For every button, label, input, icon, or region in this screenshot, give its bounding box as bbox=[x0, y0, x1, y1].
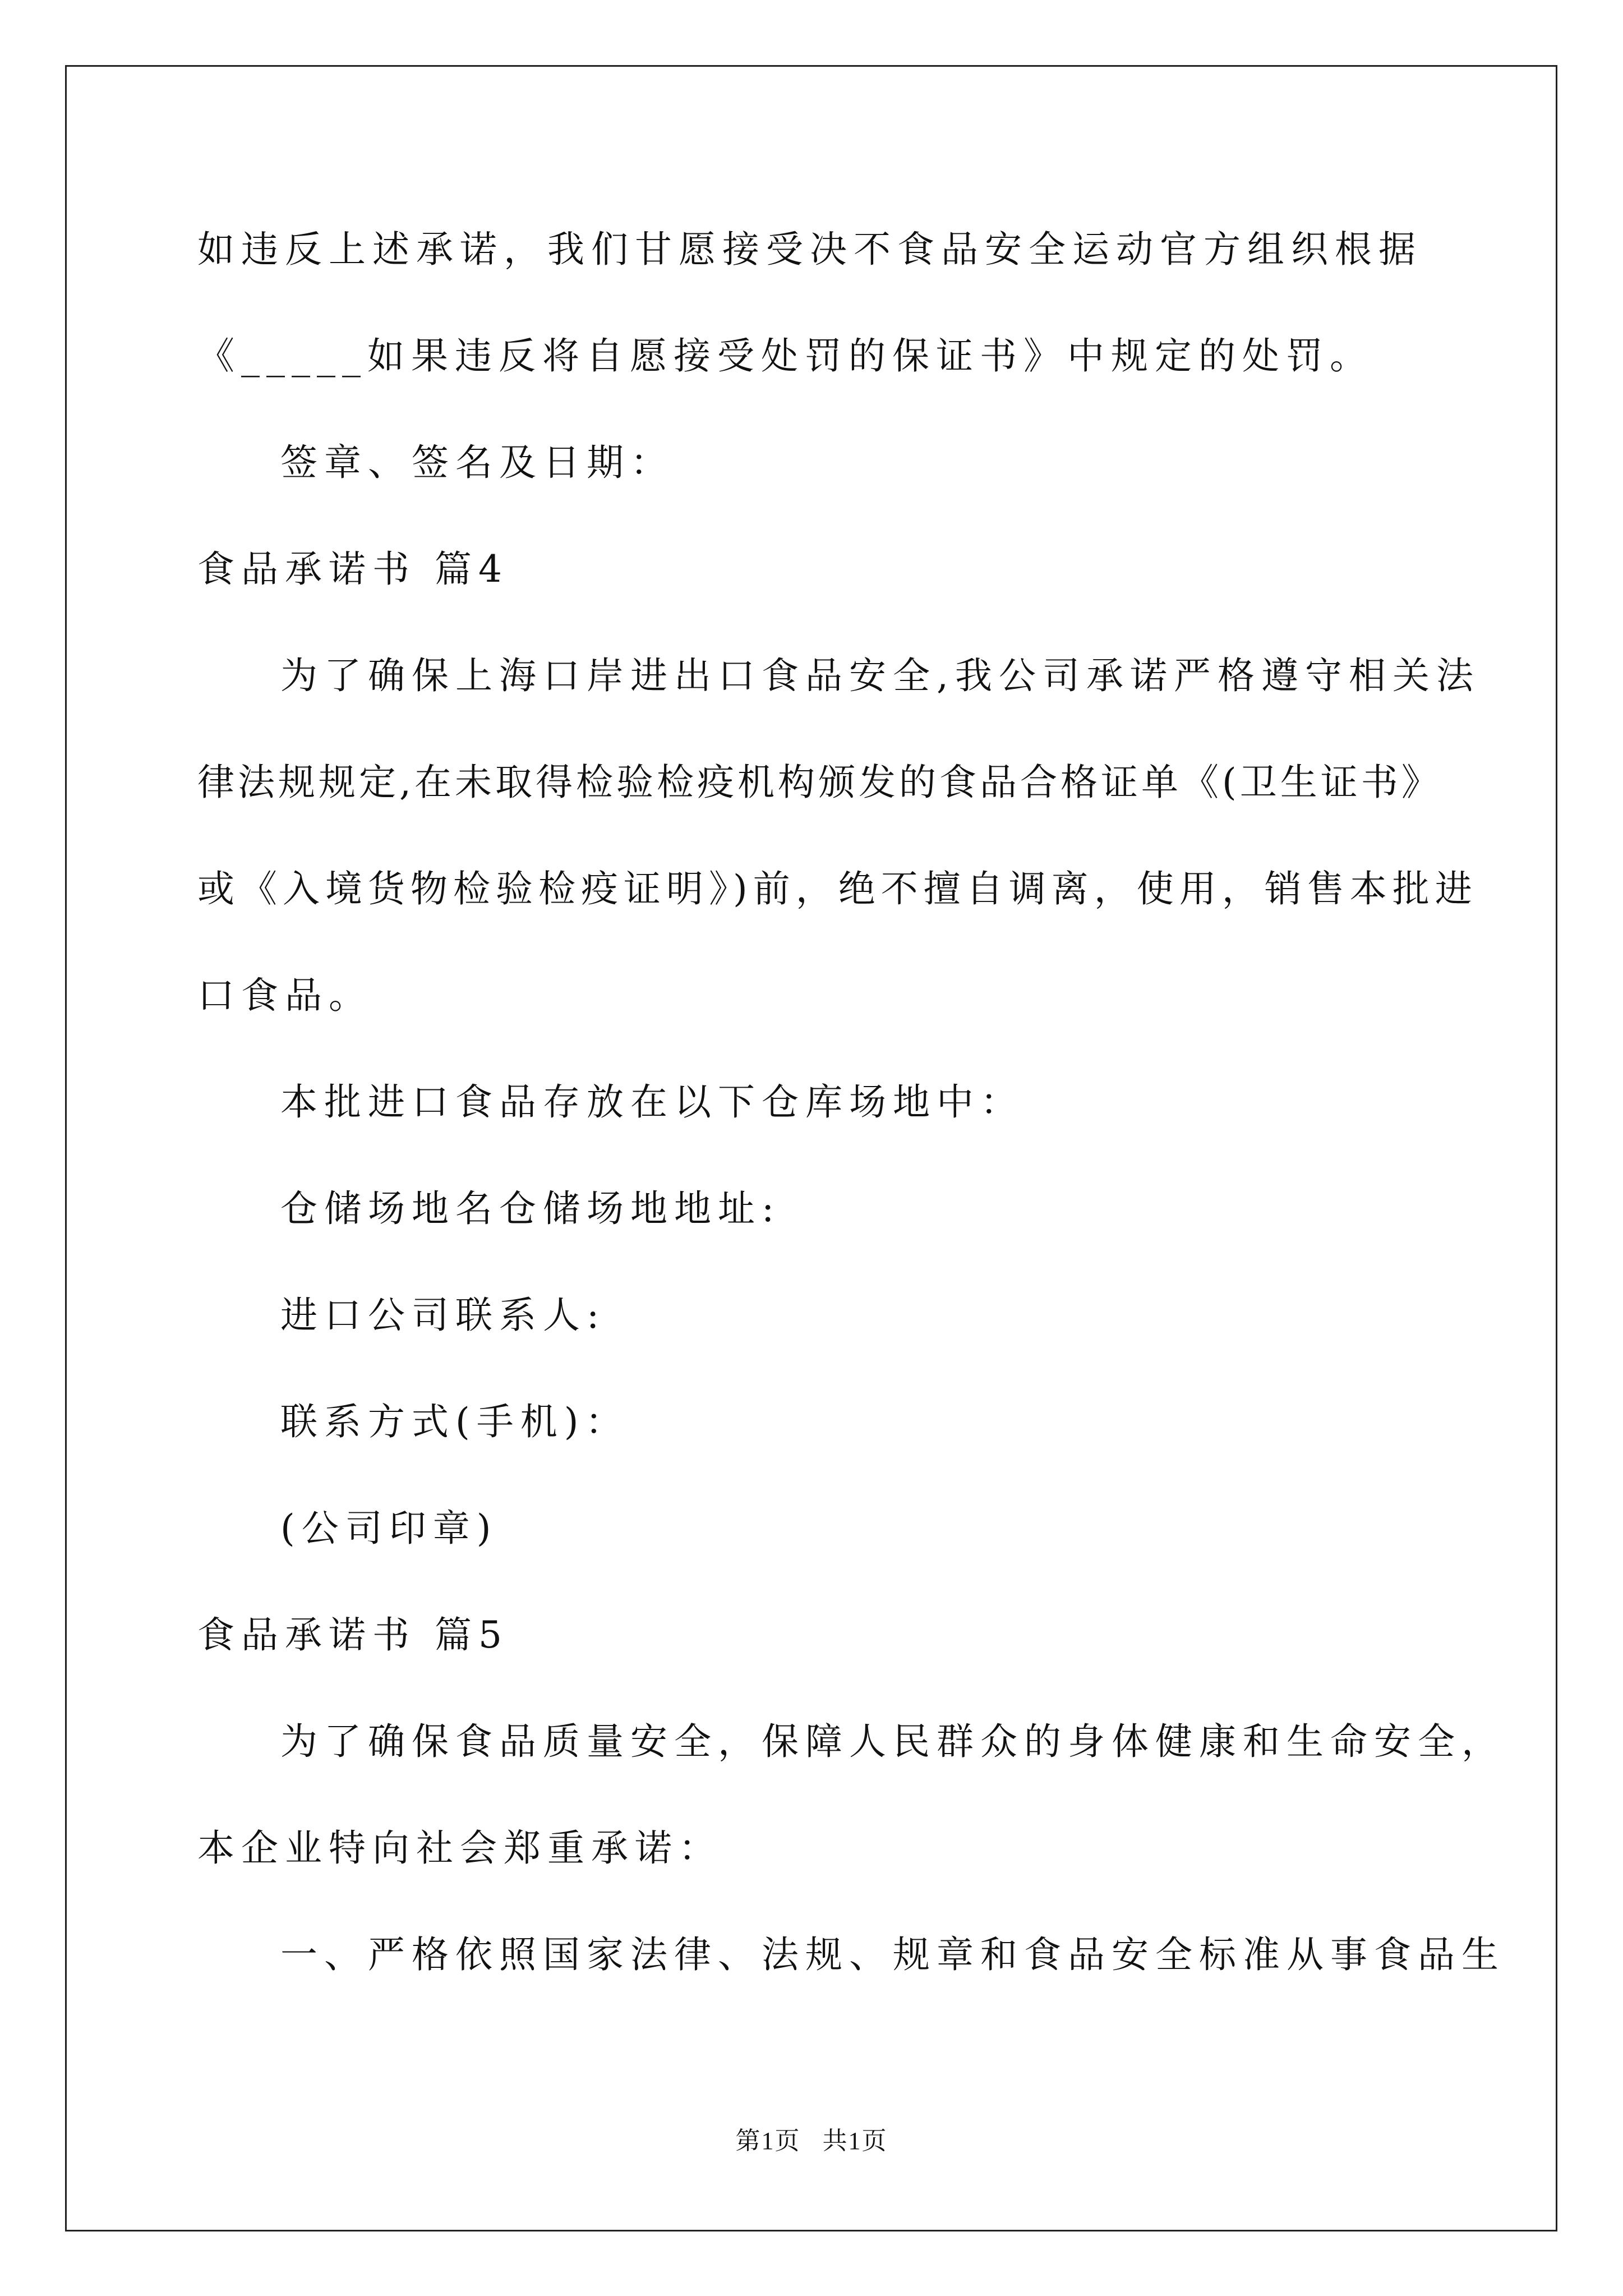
body-text-line: 口食品。 bbox=[197, 974, 372, 1017]
body-text-line: 为了确保食品质量安全，保障人民群众的身体健康和生命安全， bbox=[280, 1720, 1505, 1763]
body-text-line: 一、严格依照国家法律、法规、规章和食品安全标准从事食品生 bbox=[280, 1933, 1505, 1976]
signature-line: 签章、签名及日期： bbox=[280, 441, 674, 484]
section-heading: 食品承诺书 篇5 bbox=[197, 1613, 509, 1657]
body-text-line: 本企业特向社会郑重承诺： bbox=[197, 1826, 722, 1870]
page-border bbox=[65, 65, 1557, 2231]
body-text-line: 本批进口食品存放在以下仓库场地中： bbox=[280, 1080, 1024, 1124]
form-field-label: 进口公司联系人: bbox=[280, 1294, 606, 1337]
body-text-line: 或《入境货物检验检疫证明》)前，绝不擅自调离，使用，销售本批进 bbox=[197, 867, 1478, 910]
body-text-line: 为了确保上海口岸进出口食品安全,我公司承诺严格遵守相关法 bbox=[280, 654, 1480, 697]
page-number-footer: 第1页 共1页 bbox=[735, 2127, 888, 2155]
body-text-line: 如违反上述承诺，我们甘愿接受决不食品安全运动官方组织根据 bbox=[197, 228, 1422, 271]
form-field-label: 联系方式(手机)： bbox=[280, 1400, 629, 1443]
section-heading: 食品承诺书 篇4 bbox=[197, 547, 509, 591]
form-field-label: 仓储场地名仓储场地地址: bbox=[280, 1187, 781, 1230]
body-text-line: 《_____如果违反将自愿接受处罚的保证书》中规定的处罚。 bbox=[197, 334, 1373, 378]
seal-placeholder: (公司印章) bbox=[280, 1507, 498, 1550]
body-text-line: 律法规规定,在未取得检验检疫机构颁发的食品合格证单《(卫生证书》 bbox=[197, 761, 1442, 804]
